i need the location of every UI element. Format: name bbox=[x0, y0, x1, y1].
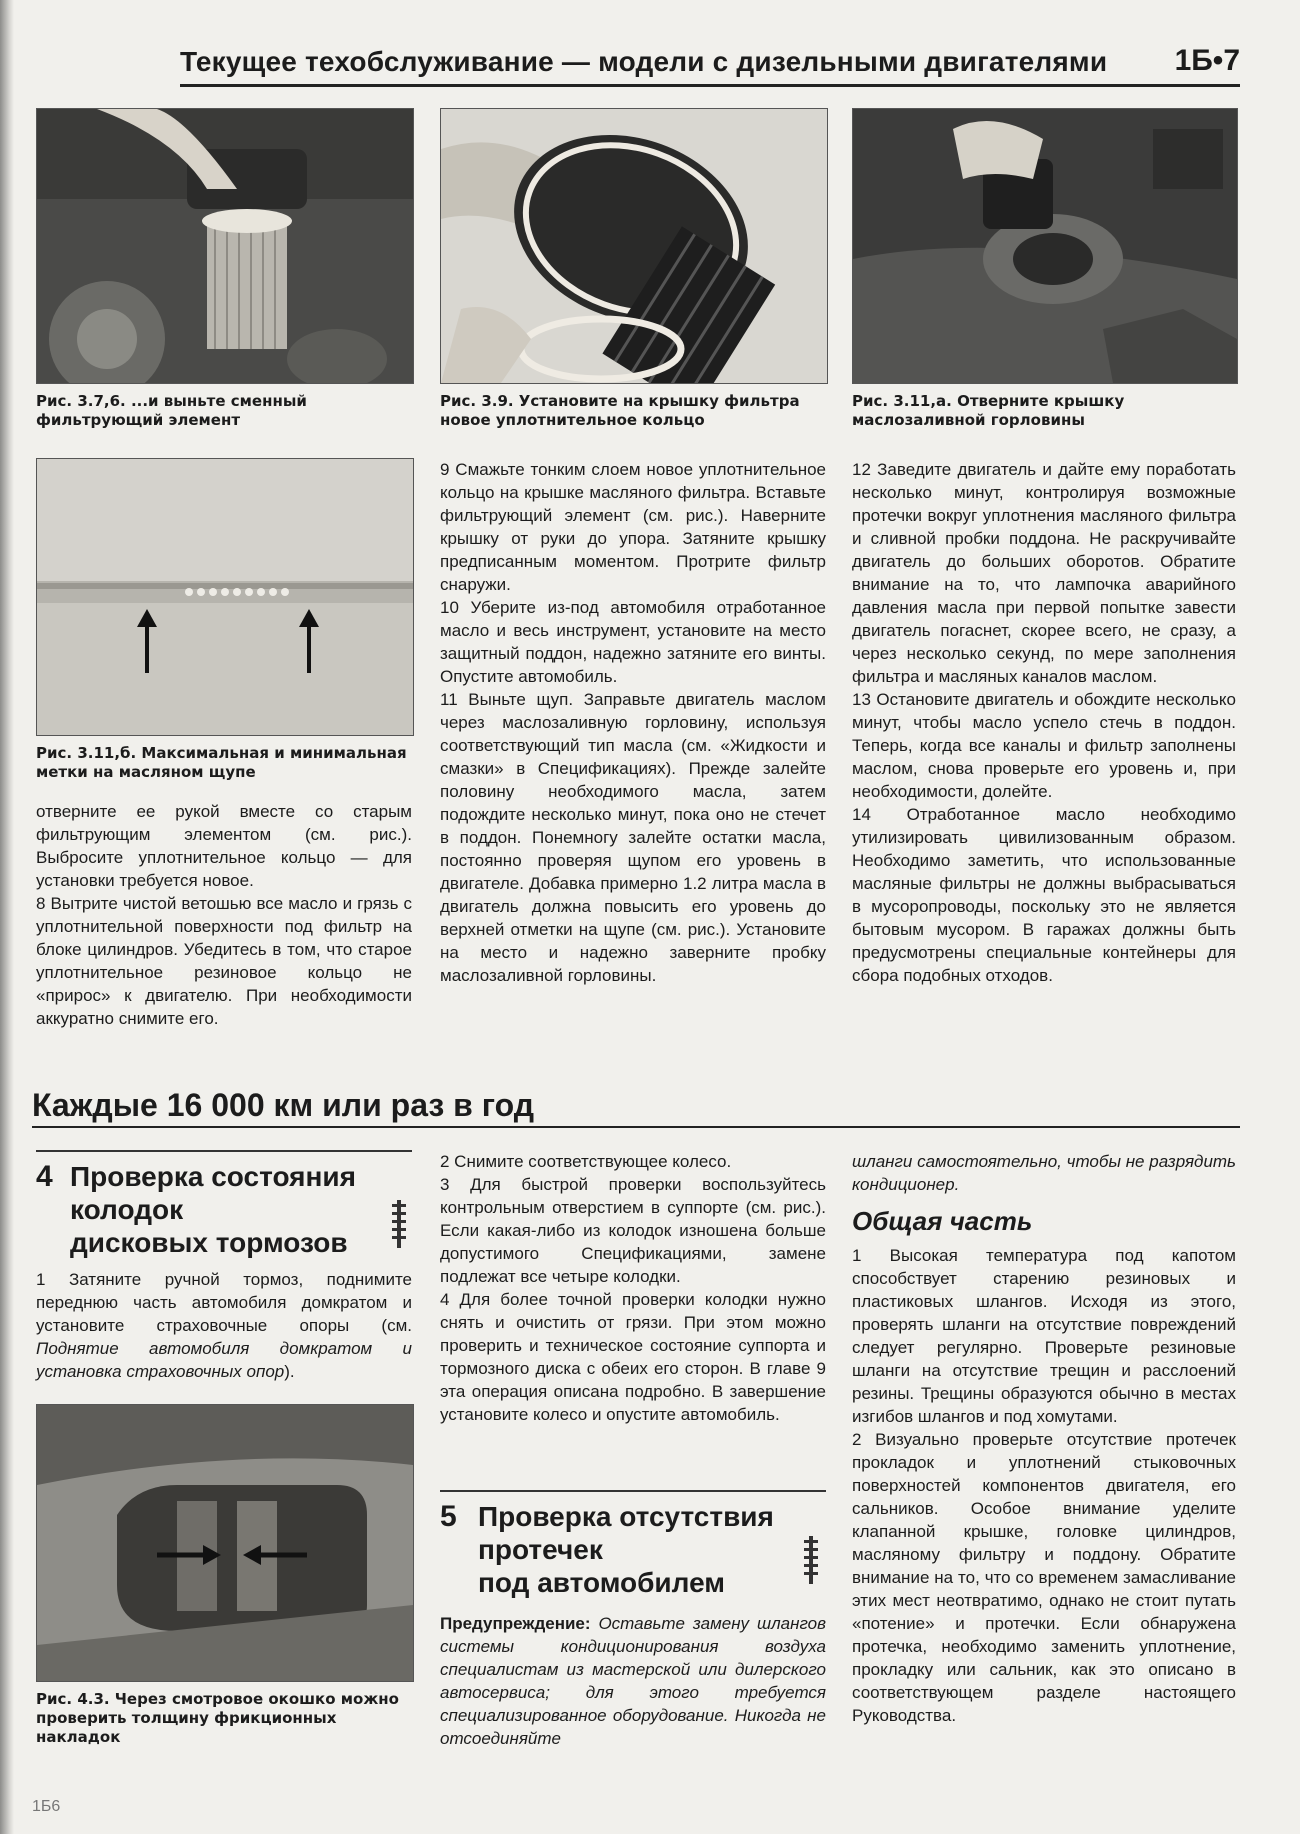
running-title: Текущее техобслуживание — модели с дизельными двигателями bbox=[180, 46, 1108, 77]
paragraph bbox=[440, 1612, 826, 1750]
paragraph: 4 Для более точной проверки колодки нужно снять и очистить от грязи. При этом можно проверить и техническое состояние суппорта и тормозного диска с обеих его сторон. В главе 9 эта операция описана подробно. В завершение установите колесо и опустите автомобиль. bbox=[440, 1290, 826, 1424]
topic-title-line: Проверка отсутствия bbox=[478, 1501, 774, 1532]
column-1-text bbox=[36, 800, 412, 1030]
topic-4-paragraph-1 bbox=[36, 1268, 412, 1383]
figure-caption: Рис. 3.11,а. Отверните крышку маслозаливной горловины bbox=[852, 392, 1125, 429]
page-header bbox=[180, 40, 1240, 87]
warning-continuation: шланги самостоятельно, чтобы не разрядить кондиционер. bbox=[852, 1152, 1236, 1194]
topic-number: 5 bbox=[440, 1500, 457, 1533]
photo-oil-filter-element bbox=[36, 108, 414, 384]
topic-title-line: колодок bbox=[70, 1194, 184, 1225]
paragraph: 11 Выньте щуп. Заправьте двигатель маслом через маслозаливную горловину, используя соответствующий тип масла (см. «Жидкости и смазки» в Спецификациях). Прежде залейте половину необходимого масла, затем подождите несколько минут, пока оно не стечет в поддон. Понемногу залейте остатки масла, постоянно проверяя щупом его уровень в двигателе. Добавка примерно 1.2 литра масла в двигатель должна повысить его уровень до верхней отметки на щупе (см. рис.). Установите на место и надежно заверните пробку маслозаливной горловины. bbox=[440, 690, 826, 985]
paragraph: 12 Заведите двигатель и дайте ему поработать несколько минут, контролируя возможные протечки вокруг уплотнения масляного фильтра и сливной пробки поддона. Не раскручивайте двигатель до больших оборотов. Обратите внимание на то, что лампочка аварийного давления масла при первой попытке завести двигатель погаснет, скорее всего, не сразу, а через несколько секунд, по мере заполнения фильтра и масляных каналов маслом. bbox=[852, 460, 1236, 686]
paragraph: 3 Для быстрой проверки воспользуйтесь контрольным отверстием в суппорте (см. рис.). Если какая-либо из колодок изношена больше допустимого Спецификациями, замене подлежат все четыре колодки. bbox=[440, 1175, 826, 1286]
figure-caption: Рис. 3.9. Установите на крышку фильтра новое уплотнительное кольцо bbox=[440, 392, 800, 429]
page-edge-shadow bbox=[0, 0, 14, 1834]
general-subheading: Общая часть bbox=[852, 1206, 1033, 1236]
topic-number: 4 bbox=[36, 1160, 53, 1193]
topic-title bbox=[478, 1500, 774, 1599]
footer-page-mark: 1Б6 bbox=[32, 1798, 61, 1815]
paragraph: отверните ее рукой вместе со старым фильтрующим элементом (см. рис.). Выбросите уплотнительное кольцо — для установки требуется новое. bbox=[36, 802, 412, 890]
topic-5-heading bbox=[440, 1490, 826, 1602]
paragraph: 1 Высокая температура под капотом способствует старению резиновых и пластиковых шлангов. Исходя из этого, проверять шланги на отсутствие повреждений следует регулярно. Проверьте резиновые шланги на отсутствие трещин и расслоений резины. Трещины образуются обычно в местах изгибов шлангов и под хомутами. bbox=[852, 1246, 1236, 1426]
paragraph: 13 Остановите двигатель и обождите несколько минут, чтобы масло успело стечь в поддон. Теперь, когда все каналы и фильтр заполнены маслом, снова проверьте его уровень и, при необходимости, долейте. bbox=[852, 690, 1236, 801]
general-text bbox=[852, 1244, 1236, 1727]
text-run: ). bbox=[284, 1362, 295, 1381]
photo-brake-inspection-window bbox=[36, 1404, 414, 1682]
photo-filter-cap-seal bbox=[440, 108, 828, 384]
figure-caption: Рис. 4.3. Через смотровое окошко можно проверить толщину фрикционных накладок bbox=[36, 1690, 399, 1746]
topic-5-warning bbox=[440, 1612, 826, 1750]
column-3-text bbox=[852, 458, 1236, 987]
column-2-text bbox=[440, 458, 826, 987]
figure-caption: Рис. 3.7,6. ...и выньте сменный фильтрующий элемент bbox=[36, 392, 307, 429]
photo-oil-filler-cap bbox=[852, 108, 1238, 384]
paragraph: 2 Визуально проверьте отсутствие протечек прокладок и уплотнений стыковочных поверхностей компонентов двигателя, его сальников. Особое внимание уделите клапанной крышке, головке цилиндров, масляному фильтру и поддону. Обратите внимание на то, что со временем замасливание этих мест неотвратимо, однако не стоит путать «потение» и протечки. Если обнаружена протечка, необходимо заменить уплотнение, прокладку или сальник, как это описано в соответствующем разделе настоящего Руководства. bbox=[852, 1430, 1236, 1725]
section-title: Каждые 16 000 км или раз в год bbox=[32, 1087, 535, 1123]
photo-dipstick bbox=[36, 458, 414, 736]
paragraph: 2 Снимите соответствующее колесо. bbox=[440, 1152, 732, 1171]
paragraph: 10 Уберите из-под автомобиля отработанное масло и весь инструмент, установите на место защитный поддон, надежно затяните его винты. Опустите автомобиль. bbox=[440, 598, 826, 686]
figure-caption: Рис. 3.11,б. Максимальная и минимальная метки на масляном щупе bbox=[36, 744, 407, 781]
section-heading bbox=[32, 1082, 1240, 1128]
topic-4-heading bbox=[36, 1150, 412, 1262]
paragraph bbox=[36, 1268, 412, 1383]
difficulty-wrench-icon bbox=[388, 1196, 410, 1252]
text-run: 1 Затяните ручной тормоз, поднимите переднюю часть автомобиля домкратом и установите страховочные опоры (см. bbox=[36, 1270, 412, 1335]
topic-title bbox=[70, 1160, 356, 1259]
difficulty-wrench-icon bbox=[800, 1532, 822, 1588]
topic-title-line: Проверка состояния bbox=[70, 1161, 356, 1192]
topic-title-line: под автомобилем bbox=[478, 1567, 725, 1598]
paragraph: 8 Вытрите чистой ветошью все масло и грязь с уплотнительной поверхности под фильтр на блоке цилиндров. Убедитесь в том, что старое уплотнительное резиновое кольцо не «прирос» к двигателю. При необходимости аккуратно снимите его. bbox=[36, 894, 412, 1028]
text-run-italic: Поднятие автомобиля домкратом и установка страховочных опор bbox=[36, 1339, 412, 1381]
page-number: 1Б•7 bbox=[1174, 44, 1240, 77]
topic-title-line: дисковых тормозов bbox=[70, 1227, 348, 1258]
warning-text: Оставьте замену шлангов системы кондиционирования воздуха специалистам из мастерской или дилерского автосервиса; для этого требуется специализированное оборудование. Никогда не отсоединяйте bbox=[440, 1614, 826, 1748]
paragraph: 14 Отработанное масло необходимо утилизировать цивилизованным образом. Необходимо заметить, что использованные масляные фильтры не должны выбрасываться в мусоропроводы, поскольку это не является бытовым мусором. В гаражах должны быть предусмотрены специальные контейнеры для сбора подобных отходов. bbox=[852, 805, 1236, 985]
warning-label: Предупреждение: bbox=[440, 1614, 591, 1633]
topic-4-column-2 bbox=[440, 1150, 826, 1426]
paragraph: 9 Смажьте тонким слоем новое уплотнительное кольцо на крышке масляного фильтра. Вставьте фильтрующий элемент (см. рис.). Наверните крышку от руки до упора. Затяните крышку предписанным моментом. Протрите фильтр снаружи. bbox=[440, 460, 826, 594]
topic-title-line: протечек bbox=[478, 1534, 603, 1565]
